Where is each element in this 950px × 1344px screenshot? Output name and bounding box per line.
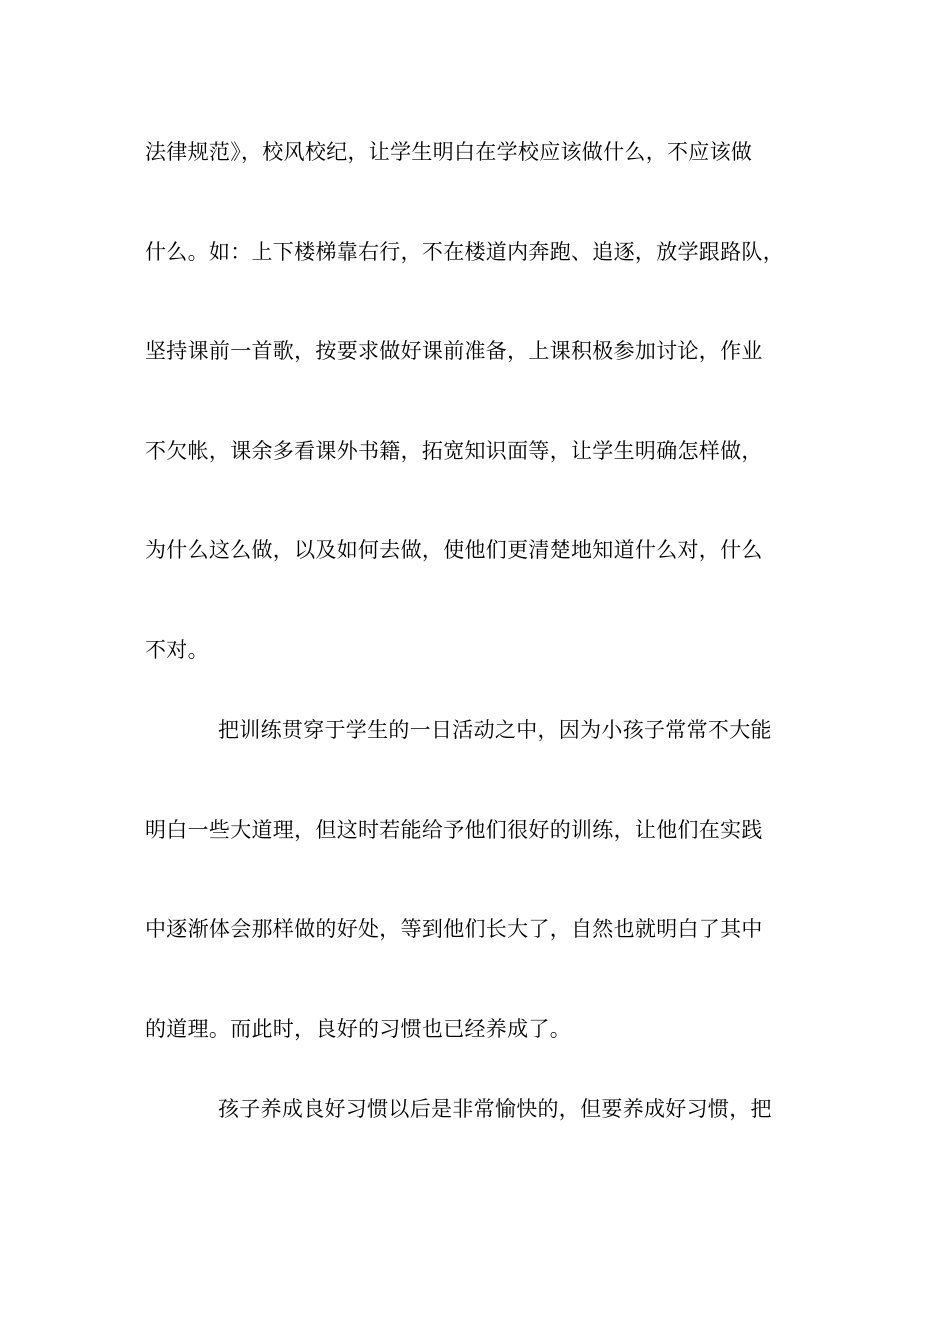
text-line: 为什么这么做，以及如何去做，使他们更清楚地知道什么对，什么 [145,538,763,562]
text-line: 法律规范》，校风校纪，让学生明白在学校应该做什么，不应该做 [145,140,753,164]
text-line: 中逐渐体会那样做的好处，等到他们长大了，自然也就明白了其中 [145,917,763,941]
text-line: 坚持课前一首歌，按要求做好课前准备，上课积极参加讨论，作业 [145,339,763,363]
text-line: 什么。如：上下楼梯靠右行，不在楼道内奔跑、追逐，放学跟路队， [145,240,784,264]
text-line: 的道理。而此时，良好的习惯也已经养成了。 [145,1017,571,1041]
text-line: 不欠帐，课余多看课外书籍，拓宽知识面等，让学生明确怎样做， [145,439,763,463]
text-line: 明白一些大道理，但这时若能给予他们很好的训练，让他们在实践 [145,818,763,842]
paragraph-first-line: 孩子养成良好习惯以后是非常愉快的，但要养成好习惯，把 [218,1097,772,1121]
text-line: 不对。 [145,638,209,662]
paragraph-first-line: 把训练贯穿于学生的一日活动之中，因为小孩子常常不大能 [218,718,772,742]
